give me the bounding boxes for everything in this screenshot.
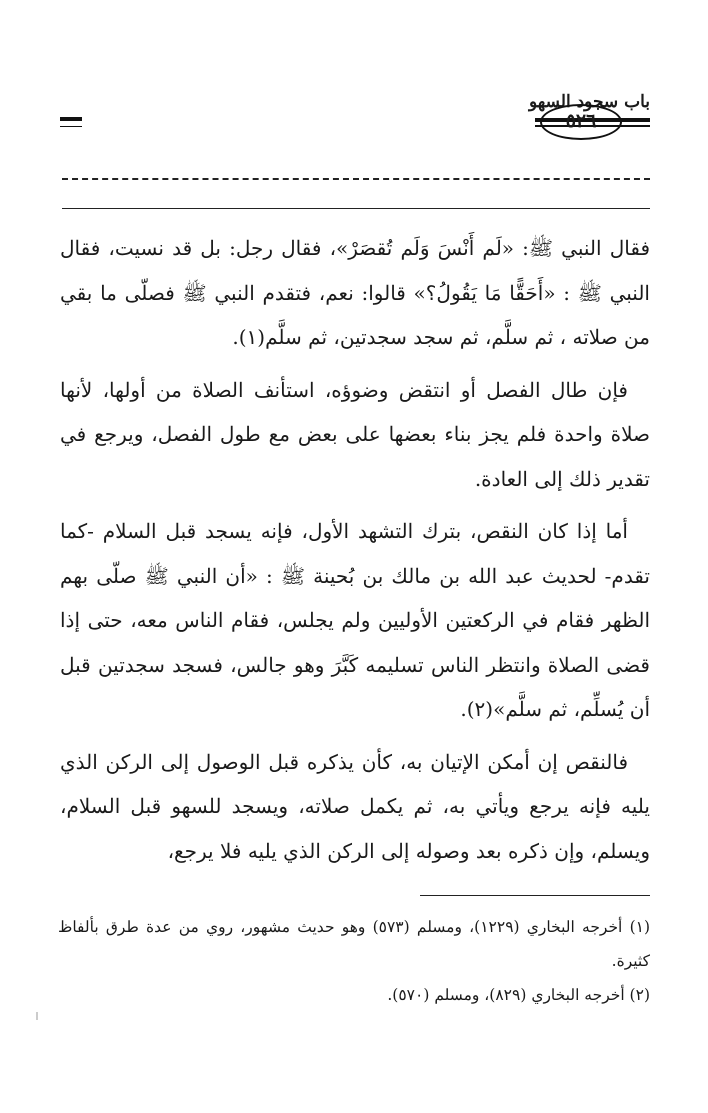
header-rule-left-thin [60,126,82,127]
footnote: (١) أخرجه البخاري (١٢٢٩)، ومسلم (٥٧٣) وهو حديث مشهور، روي من عدة طرق بألفاظ كثيرة. [58,918,651,970]
solid-divider [62,208,650,209]
page-number-badge: ٥٢٦ [540,104,622,140]
footnotes [58,910,650,1012]
footnote-separator [420,895,650,896]
paragraph: فالنقص إن أمكن الإتيان به، كأن يذكره قبل الوصول إلى الركن الذي يليه فإنه يرجع ويأتي به، ثم يكمل صلاته، ويسجد للسهو قبل السلام، ويسلم، وإن ذكره بعد وصوله إلى الركن الذي يليه فلا يرجع، [60,749,650,863]
chapter-title: باب سجود السهو [528,92,650,112]
page-header [0,0,708,150]
paragraph: فقال النبي ﷺ: «لَم أَنْسَ وَلَم تُقصَرْ»، فقال رجل: بل قد نسيت، فقال النبي ﷺ : «أَحَقًّا مَا يَقُولُ؟» قالوا: نعم، فتقدم النبي ﷺ فصلّى ما بقي من صلاته ، ثم سلَّم، ثم سجد سجدتين، ثم سلَّم(١). [60,236,650,349]
dashed-divider [62,178,650,180]
paragraph: فإن طال الفصل أو انتقض وضوؤه، استأنف الصلاة من أولها، لأنها صلاة واحدة فلم يجز بناء بعضها على بعض مع طول الفصل، ويرجع في تقدير ذلك إلى العادة. [60,377,650,491]
paragraph: أما إذا كان النقص، بترك التشهد الأول، فإنه يسجد قبل السلام -كما تقدم- لحديث عبد الله بن مالك بن بُحينة ﷺ : «أن النبي ﷺ صلّى بهم الظهر فقام في الركعتين الأوليين ولم يجلس، فقام الناس معه، حتى إذا قضى الصلاة وانتظر الناس تسليمه كَبَّرَ وهو جالس، فسجد سجدتين قبل أن يُسلِّم، ثم سلَّم»(٢). [60,519,650,721]
scan-mark [36,1012,38,1020]
header-rule-left-thick [60,117,82,121]
main-text [60,226,650,881]
footnote: (٢) أخرجه البخاري (٨٢٩)، ومسلم (٥٧٠). [387,986,650,1004]
